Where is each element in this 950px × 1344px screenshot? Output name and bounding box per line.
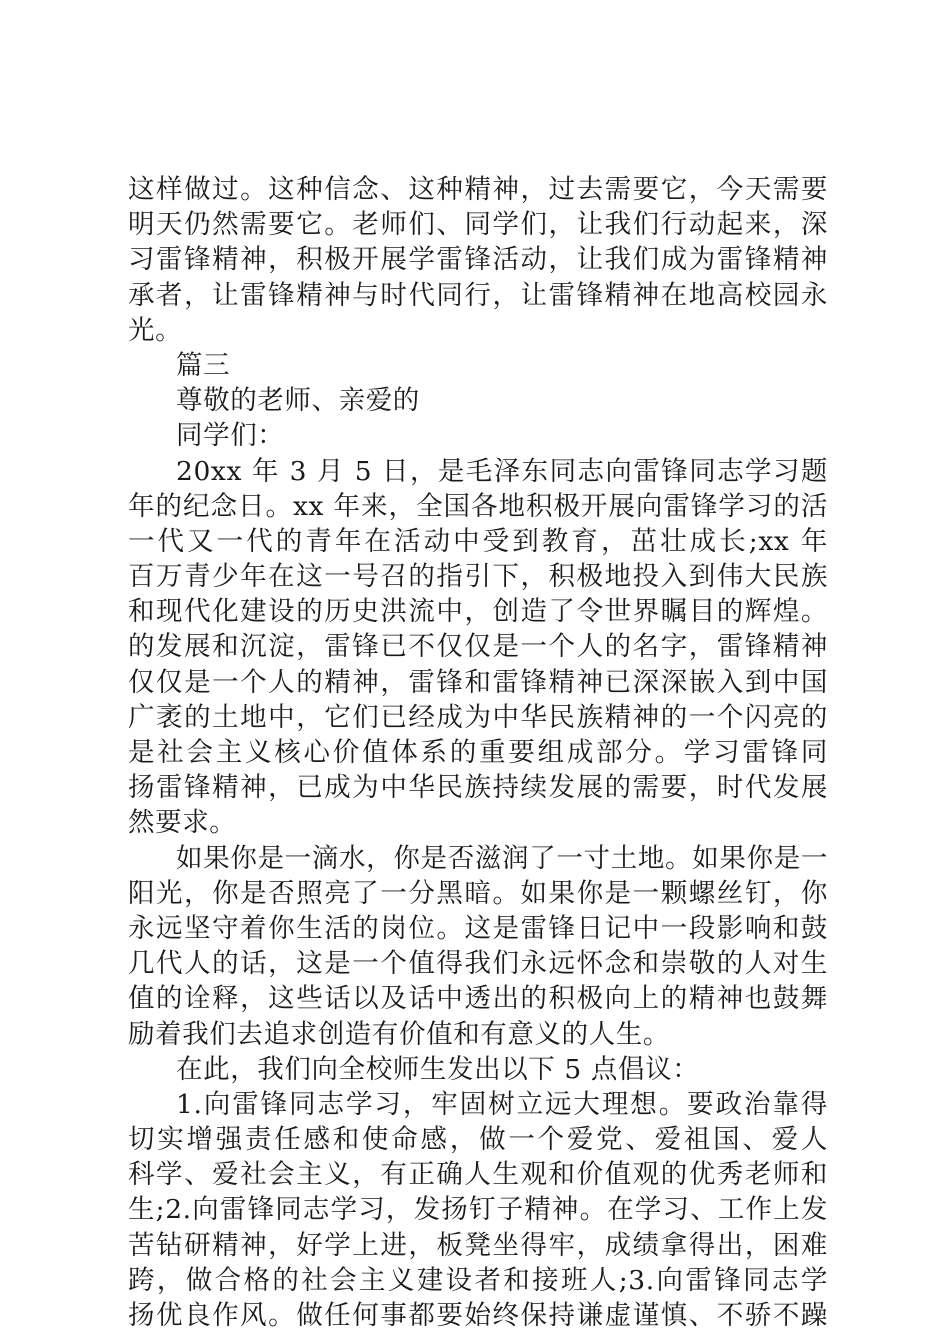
text-line: 励着我们去追求创造有价值和有意义的人生。 [128, 1018, 670, 1050]
text-line: 切实增强责任感和使命感，做一个爱党、爱祖国、爱人 [128, 1124, 828, 1156]
text-line: 篇三 [176, 349, 231, 381]
text-line: 广袤的土地中，它们已经成为中华民族精神的一个闪亮的 [128, 701, 828, 733]
text-line: 然要求。 [128, 807, 237, 839]
text-line: 尊敬的老师、亲爱的 [176, 385, 420, 417]
text-line: 的发展和沉淀，雷锋已不仅仅是一个人的名字，雷锋精神 [128, 631, 828, 663]
text-line: 习雷锋精神，积极开展学雷锋活动，让我们成为雷锋精神 [128, 244, 828, 276]
text-line: 年的纪念日。xx 年来，全国各地积极开展向雷锋学习的活 [128, 490, 828, 522]
text-line: 一代又一代的青年在活动中受到教育，茁壮成长;xx 年 [128, 525, 828, 557]
text-line: 百万青少年在这一号召的指引下，积极地投入到伟大民族 [128, 561, 828, 593]
text-line: 科学、爱社会主义，有正确人生观和价值观的优秀老师和 [128, 1159, 828, 1191]
text-line: 跨，做合格的社会主义建设者和接班人;3.向雷锋同志学 [128, 1264, 828, 1296]
text-line: 如果你是一滴水，你是否滋润了一寸土地。如果你是一 [176, 842, 828, 874]
document-body-text [128, 172, 828, 1333]
text-line: 扬雷锋精神，已成为中华民族持续发展的需要，时代发展 [128, 772, 828, 804]
text-line: 阳光，你是否照亮了一分黑暗。如果你是一颗螺丝钉，你 [128, 877, 828, 909]
text-line: 20xx 年 3 月 5 日，是毛泽东同志向雷锋同志学习题 [176, 455, 828, 487]
text-line: 光。 [128, 314, 183, 346]
text-line: 明天仍然需要它。老师们、同学们，让我们行动起来，深 [128, 209, 828, 241]
text-line: 同学们： [176, 420, 285, 452]
text-line: 仅仅是一个人的精神，雷锋和雷锋精神已深深嵌入到中国 [128, 666, 828, 698]
text-line: 承者，让雷锋精神与时代同行，让雷锋精神在地高校园永 [128, 279, 828, 311]
text-line: 1.向雷锋同志学习，牢固树立远大理想。要政治靠得 [176, 1088, 828, 1120]
text-line: 在此，我们向全校师生发出以下 5 点倡议： [176, 1053, 700, 1085]
text-line: 值的诠释，这些话以及话中透出的积极向上的精神也鼓舞 [128, 983, 828, 1015]
text-line: 这样做过。这种信念、这种精神，过去需要它，今天需要 [128, 174, 828, 205]
text-line: 苦钻研精神，好学上进，板凳坐得牢，成绩拿得出，困难 [128, 1229, 828, 1261]
text-line: 和现代化建设的历史洪流中，创造了令世界瞩目的辉煌。 [128, 596, 828, 628]
text-line: 生;2.向雷锋同志学习，发扬钉子精神。在学习、工作上发 [128, 1194, 828, 1226]
text-line: 几代人的话，这是一个值得我们永远怀念和崇敬的人对生 [128, 948, 828, 980]
text-line: 永远坚守着你生活的岗位。这是雷锋日记中一段影响和鼓 [128, 912, 828, 944]
text-line: 是社会主义核心价值体系的重要组成部分。学习雷锋同 [128, 737, 828, 768]
text-line: 扬优良作风。做任何事都要始终保持谦虚谨慎、不骄不躁 [128, 1300, 828, 1331]
